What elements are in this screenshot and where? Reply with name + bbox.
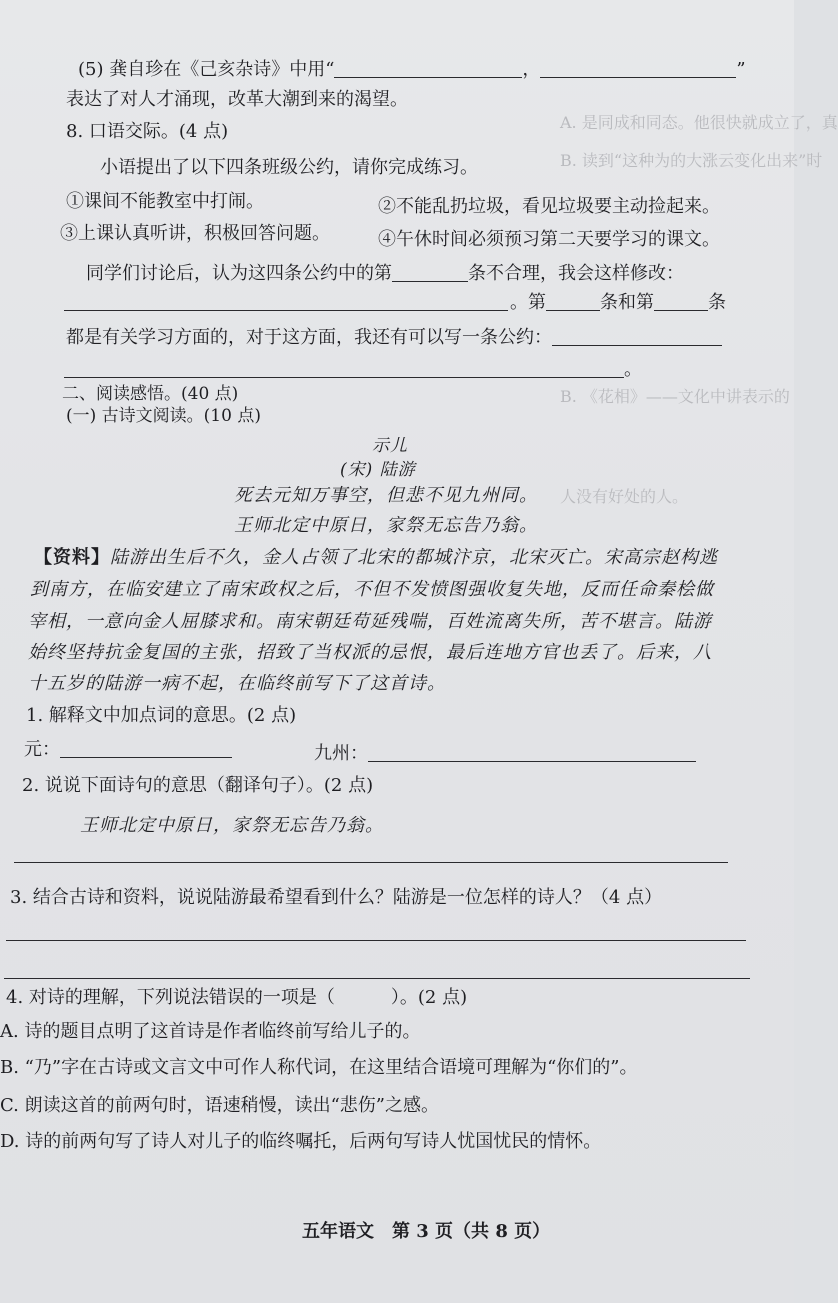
q5-line1: (5) 龚自珍在《己亥杂诗》中用“ ， ” bbox=[78, 59, 746, 80]
q1-word-2: 九州： bbox=[314, 742, 696, 766]
q8-rule-4: ④午休时间必须预习第二天要学习的课文。 bbox=[378, 229, 720, 250]
q8-rule-2: ②不能乱扔垃圾，看见垃圾要主动捡起来。 bbox=[378, 196, 720, 217]
q1-title: 1. 解释文中加点词的意思。(2 点) bbox=[26, 705, 297, 726]
q8-line3: 都是有关学习方面的，对于这方面，我还有可以写一条公约： bbox=[66, 326, 722, 350]
q4-option-a: A. 诗的题目点明了这首诗是作者临终前写给儿子的。 bbox=[0, 1021, 421, 1042]
q1-word-1: 元： bbox=[24, 738, 232, 762]
material-line-4: 始终坚持抗金复国的主张，招致了当权派的忌恨，最后连地方官也丢了。后来，八 bbox=[28, 642, 712, 663]
q2-poem-line: 王师北定中原日，家祭无忘告乃翁。 bbox=[80, 815, 384, 836]
q8-study-blank-1[interactable] bbox=[546, 292, 600, 311]
q8-title: 8. 口语交际。(4 点) bbox=[66, 121, 229, 142]
q8-discuss: 同学们讨论后，认为这四条公约中的第 条不合理，我会这样修改： bbox=[86, 263, 684, 284]
section2-title: 二、阅读感悟。(40 点) bbox=[62, 384, 239, 404]
bleed-through-text: B. 读到“这种为的大涨云变化出来”时 bbox=[560, 151, 823, 170]
poem-author: (宋) 陆游 bbox=[340, 460, 416, 480]
q8-study-blank-2[interactable] bbox=[654, 292, 708, 311]
q3-answer-line-2[interactable] bbox=[4, 978, 750, 979]
q3-title: 3. 结合古诗和资料，说说陆游最希望看到什么？陆游是一位怎样的诗人？（4 点） bbox=[10, 887, 663, 908]
poem-line-2: 王师北定中原日，家祭无忘告乃翁。 bbox=[234, 515, 538, 536]
material-line-3: 宰相，一意向金人屈膝求和。南宋朝廷苟延残喘，百姓流离失所，苦不堪言。陆游 bbox=[28, 611, 712, 632]
material-line-5: 十五岁的陆游一病不起，在临终前写下了这首诗。 bbox=[28, 673, 446, 694]
bleed-through-text: 人没有好处的人。 bbox=[560, 487, 689, 506]
q8-convention-blank[interactable] bbox=[552, 327, 722, 346]
bleed-through-text: B. 《花相》——文化中讲表示的 bbox=[560, 387, 790, 406]
material-line-1: 【资料】陆游出生后不久，金人占领了北宋的都城汴京，北宋灭亡。宋高宗赵构逃 bbox=[34, 547, 718, 568]
q1-answer-blank-2[interactable] bbox=[368, 743, 696, 762]
poem-title: 示儿 bbox=[372, 436, 408, 456]
q4-choice-blank[interactable] bbox=[335, 988, 391, 1006]
q8-answer-line-2[interactable] bbox=[64, 377, 624, 378]
q5-text-2: 表达了对人才涌现，改革大潮到来的渴望。 bbox=[66, 89, 408, 110]
q4-option-b: B. “乃”字在古诗或文言文中可作人称代词，在这里结合语境可理解为“你们的”。 bbox=[0, 1057, 638, 1078]
q4-option-d: D. 诗的前两句写了诗人对儿子的临终嘱托，后两句写诗人忧国忧民的情怀。 bbox=[0, 1131, 602, 1152]
q4-option-c: C. 朗读这首的前两句时，语速稍慢，读出“悲伤”之感。 bbox=[0, 1095, 439, 1116]
q8-intro: 小语提出了以下四条班级公约，请你完成练习。 bbox=[100, 157, 478, 178]
q1-answer-blank-1[interactable] bbox=[60, 739, 232, 758]
q4-title: 4. 对诗的理解，下列说法错误的一项是（ ）。(2 点) bbox=[6, 987, 468, 1008]
q8-answer-line-1[interactable] bbox=[64, 310, 508, 311]
q5-text: (5) 龚自珍在《己亥杂诗》中用“ bbox=[78, 59, 335, 80]
page-footer: 五年语文 第 3 页（共 8 页） bbox=[302, 1221, 551, 1242]
q5-blank-2[interactable] bbox=[540, 59, 736, 78]
q8-rule-1: ①课间不能教室中打闹。 bbox=[66, 191, 264, 212]
q8-line4-end: 。 bbox=[624, 359, 642, 380]
q8-rule-3: ③上课认真听讲，积极回答问题。 bbox=[60, 223, 330, 244]
q5-blank-1[interactable] bbox=[334, 59, 522, 78]
q3-answer-line-1[interactable] bbox=[6, 940, 746, 941]
material-label: 【资料】 bbox=[34, 547, 110, 568]
q2-title: 2. 说说下面诗句的意思（翻译句子）。(2 点) bbox=[22, 775, 374, 796]
q2-answer-line[interactable] bbox=[14, 862, 728, 863]
poem-line-1: 死去元知万事空，但悲不见九州同。 bbox=[234, 485, 538, 506]
material-line-2: 到南方，在临安建立了南宋政权之后，不但不发愤图强收复失地，反而任命秦桧做 bbox=[30, 579, 714, 600]
q8-rule-number-blank[interactable] bbox=[392, 263, 468, 282]
bleed-through-text: A. 是同成和同态。他很快就成立了，真 bbox=[560, 113, 838, 132]
q8-line2: 。第 条和第 条 bbox=[510, 292, 726, 313]
section2-subtitle: (一) 古诗文阅读。(10 点) bbox=[66, 406, 261, 426]
